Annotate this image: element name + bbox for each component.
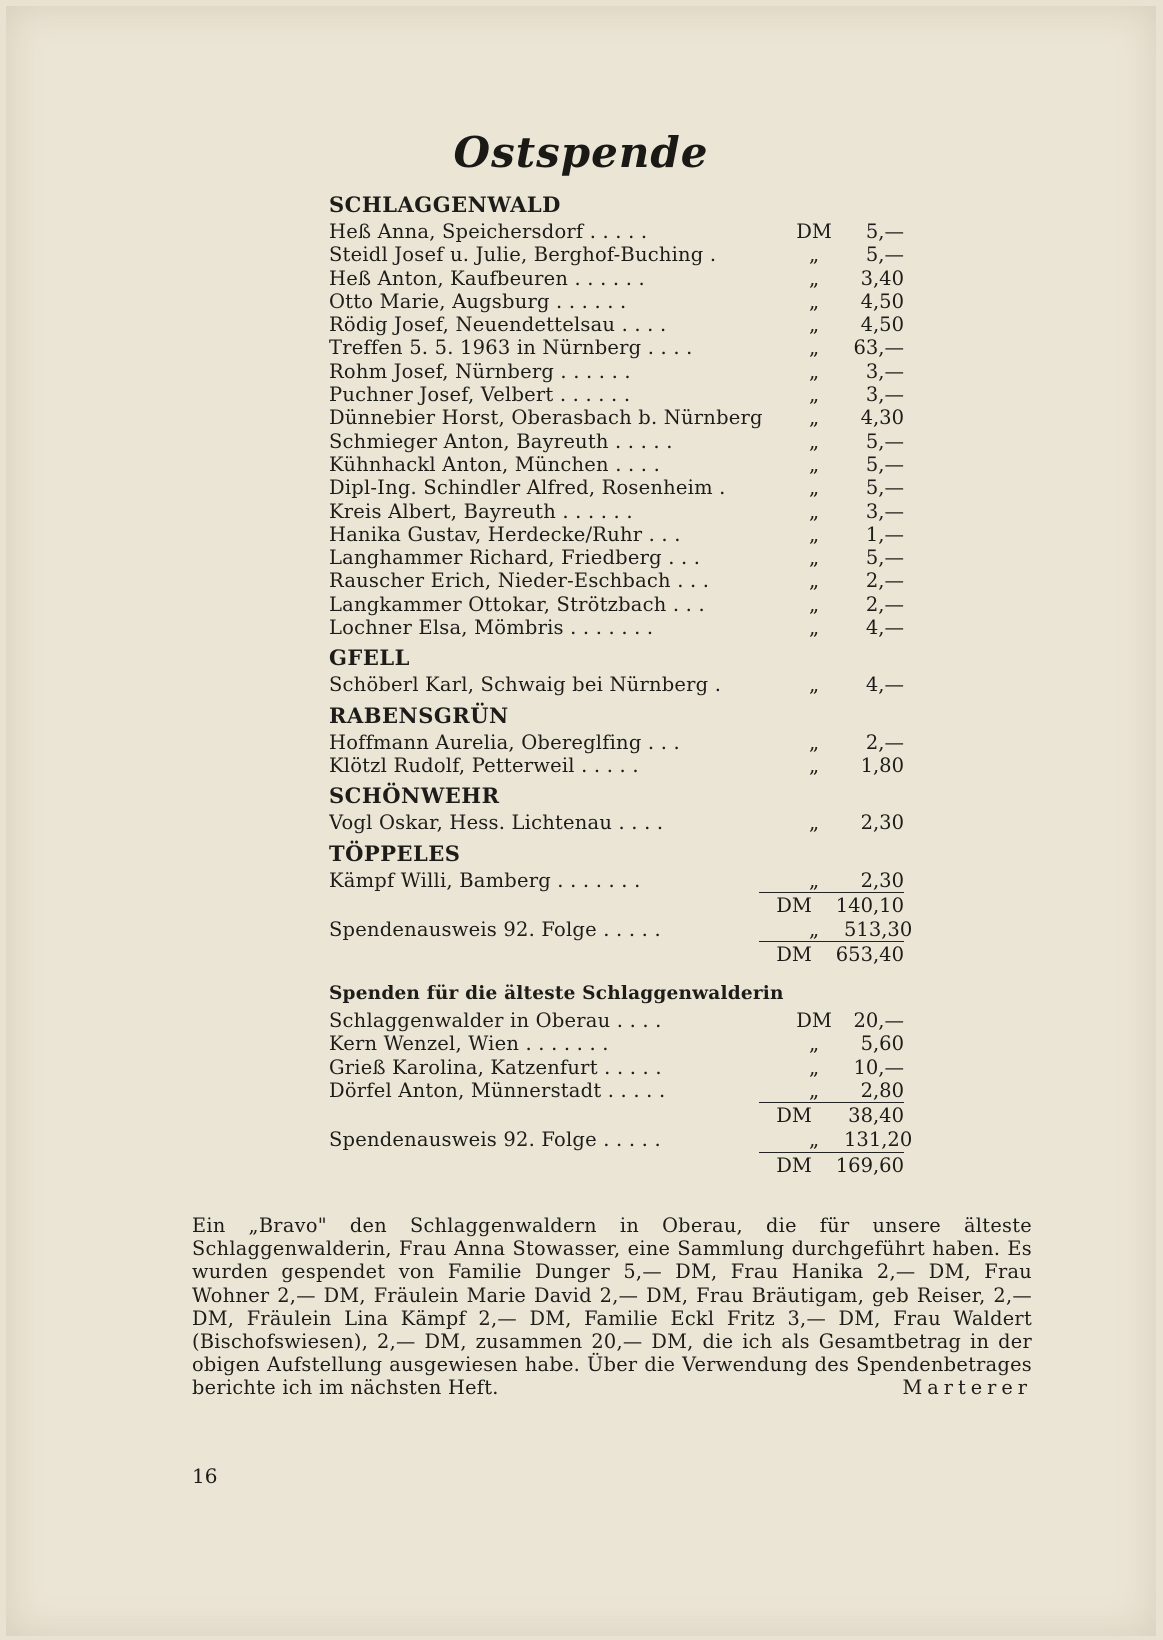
special-subtotal-currency: DM (776, 1104, 812, 1128)
donor-name: Steidl Josef u. Julie, Berghof-Buching . (329, 243, 717, 267)
donation-row (329, 313, 929, 336)
document-page (6, 6, 1156, 1636)
donation-row (329, 360, 929, 383)
donor-name: Heß Anna, Speichersdorf . . . . . (329, 220, 648, 243)
paragraph-text: Ein „Bravo" den Schlaggenwaldern in Oberau, die für unsere älteste Schlaggenwalderin, Frau Anna Stowasser, eine Sammlung durchgeführt haben. Es wurden gespendet von Familie Dunger 5,— DM, Frau Hanika 2,— DM, Frau Wohner 2,— DM, Fräulein Marie David 2,— DM, Frau Bräutigam, geb Reiser, 2,— DM, Fräulein Lina Kämpf 2,— DM, Familie Eckl Fritz 3,— DM, Frau Waldert (Bischofswiesen), 2,— DM, zusammen 20,— DM, die ich als Gesamtbetrag in der obigen Aufstellung ausgewiesen habe. Über die Verwendung des Spendenbetrages berichte ich im nächsten Heft. (192, 1214, 1032, 1400)
signature: Marterer (902, 1376, 1032, 1400)
amount: 2,— (865, 592, 904, 616)
donor-name: Schöberl Karl, Schwaig bei Nürnberg . (329, 673, 722, 697)
amount: 5,— (865, 452, 904, 476)
donation-row (329, 220, 929, 243)
amount: 1,80 (860, 753, 904, 777)
amount: 3,40 (860, 266, 904, 290)
grand-total-row (759, 941, 904, 967)
currency: „ (808, 753, 820, 777)
section-gfell (329, 643, 929, 696)
special-grand-total-amount: 169,60 (835, 1153, 904, 1177)
donation-row (329, 754, 929, 777)
currency: „ (808, 546, 820, 570)
donation-row (329, 290, 929, 313)
donor-name: Kern Wenzel, Wien . . . . . . . (329, 1032, 609, 1056)
amount: 4,50 (860, 313, 904, 337)
donation-list (329, 186, 929, 1178)
donor-name: Treffen 5. 5. 1963 in Nürnberg . . . . (329, 336, 693, 360)
donor-name: Dünnebier Horst, Oberasbach b. Nürnberg (329, 406, 763, 430)
donation-row (329, 546, 929, 569)
currency: DM (796, 220, 832, 243)
currency: „ (808, 1055, 820, 1079)
donor-name: Hanika Gustav, Herdecke/Ruhr . . . (329, 522, 681, 546)
amount: 3,— (865, 383, 904, 407)
currency: „ (808, 499, 820, 523)
special-previous-row (329, 1128, 929, 1151)
amount: 2,— (865, 569, 904, 593)
special-grand-total-currency: DM (776, 1153, 812, 1177)
donor-name: Schmieger Anton, Bayreuth . . . . . (329, 429, 673, 453)
donation-row (329, 731, 929, 754)
amount: 5,— (865, 476, 904, 500)
currency: „ (808, 313, 820, 337)
donor-name: Langhammer Richard, Friedberg . . . (329, 546, 701, 570)
previous-total-currency: „ (808, 917, 820, 941)
currency: „ (808, 569, 820, 593)
currency: „ (808, 429, 820, 453)
currency: „ (808, 476, 820, 500)
special-grand-total-row (759, 1152, 904, 1178)
donor-name: Klötzl Rudolf, Petterweil . . . . . (329, 753, 639, 777)
donor-name: Lochner Elsa, Mömbris . . . . . . . (329, 616, 654, 640)
section-heading: SCHLAGGENWALD (329, 192, 561, 217)
amount: 2,80 (860, 1079, 904, 1103)
donation-row (329, 1009, 929, 1032)
donor-name: Otto Marie, Augsburg . . . . . . (329, 289, 627, 313)
amount: 5,— (865, 243, 904, 267)
amount: 1,— (865, 522, 904, 546)
currency: „ (808, 811, 820, 835)
donor-name: Grieß Karolina, Katzenfurt . . . . . (329, 1055, 662, 1079)
donation-row (329, 243, 929, 266)
currency: DM (796, 1009, 832, 1033)
donation-row (329, 500, 929, 523)
amount: 63,— (853, 336, 904, 360)
section-schlaggenwald (329, 190, 929, 639)
donor-name: Kämpf Willi, Bamberg . . . . . . . (329, 868, 641, 892)
amount: 3,— (865, 499, 904, 523)
donor-name: Puchner Josef, Velbert . . . . . . (329, 383, 631, 407)
amount: 4,— (865, 673, 904, 697)
donor-name: Rödig Josef, Neuendettelsau . . . . (329, 313, 667, 337)
currency: „ (808, 289, 820, 313)
section-heading: TÖPPELES (329, 840, 461, 866)
previous-total-amount: 513,30 (844, 917, 913, 941)
donation-row (329, 593, 929, 616)
currency: „ (808, 336, 820, 360)
donation-row (329, 1032, 929, 1055)
amount: 2,30 (860, 811, 904, 835)
donor-name: Langkammer Ottokar, Strötzbach . . . (329, 592, 705, 616)
amount: 4,50 (860, 289, 904, 313)
page-title: Ostspende (453, 128, 709, 177)
amount: 10,— (853, 1055, 904, 1079)
amount: 4,— (865, 616, 904, 640)
donor-name: Kühnhackl Anton, München . . . . (329, 452, 660, 476)
donor-name: Rauscher Erich, Nieder-Eschbach . . . (329, 569, 710, 593)
special-previous-label: Spendenausweis 92. Folge . . . . . (329, 1128, 661, 1152)
subtotal-amount: 140,10 (835, 893, 904, 917)
amount: 5,— (865, 220, 904, 243)
section-schoenwehr (329, 781, 929, 834)
donation-row (329, 1056, 929, 1079)
amount: 5,— (865, 429, 904, 453)
donation-row (329, 406, 929, 429)
amount: 4,30 (860, 406, 904, 430)
currency: „ (808, 383, 820, 407)
currency: „ (808, 266, 820, 290)
donor-name: Kreis Albert, Bayreuth . . . . . . (329, 499, 633, 523)
subtotal-row (759, 892, 904, 918)
section-toeppeles (329, 839, 929, 892)
currency: „ (808, 522, 820, 546)
donation-row (329, 811, 929, 834)
currency: „ (808, 359, 820, 383)
donation-row (329, 383, 929, 406)
subtotal-currency: DM (776, 893, 812, 917)
special-subtotal-amount: 38,40 (848, 1104, 904, 1128)
donor-name: Hoffmann Aurelia, Obereglfing . . . (329, 730, 680, 754)
donation-row (329, 1079, 929, 1102)
grand-total-currency: DM (776, 943, 812, 967)
currency: „ (808, 243, 820, 267)
donor-name: Dipl-Ing. Schindler Alfred, Rosenheim . (329, 476, 726, 500)
section-rabensgruen (329, 701, 929, 778)
donor-name: Vogl Oskar, Hess. Lichtenau . . . . (329, 811, 664, 835)
amount: 5,60 (860, 1032, 904, 1056)
donation-row (329, 569, 929, 592)
previous-total-row (329, 918, 929, 941)
donation-row (329, 267, 929, 290)
amount: 5,— (865, 546, 904, 570)
currency: „ (808, 673, 820, 697)
amount: 20,— (853, 1009, 904, 1033)
currency: „ (808, 1079, 820, 1103)
donation-row (329, 453, 929, 476)
currency: „ (808, 616, 820, 640)
currency: „ (808, 868, 820, 892)
special-heading: Spenden für die älteste Schlaggenwalderin (329, 983, 784, 1005)
donation-row (329, 673, 929, 696)
currency: „ (808, 1032, 820, 1056)
special-subtotal-row (759, 1102, 904, 1128)
page-number: 16 (192, 1464, 218, 1488)
donation-row (329, 336, 929, 359)
currency: „ (808, 452, 820, 476)
donation-row (329, 523, 929, 546)
section-heading: GFELL (329, 645, 410, 671)
amount: 2,— (865, 730, 904, 754)
donation-row (329, 616, 929, 639)
special-previous-currency: „ (808, 1128, 820, 1152)
currency: „ (808, 730, 820, 754)
closing-paragraph (192, 1214, 1032, 1400)
section-heading: SCHÖNWEHR (329, 783, 500, 809)
donor-name: Rohm Josef, Nürnberg . . . . . . (329, 359, 631, 383)
amount: 2,30 (860, 868, 904, 892)
donation-row (329, 869, 929, 892)
currency: „ (808, 406, 820, 430)
currency: „ (808, 592, 820, 616)
donation-row (329, 430, 929, 453)
donation-row (329, 476, 929, 499)
special-previous-amount: 131,20 (844, 1128, 913, 1152)
donor-name: Dörfel Anton, Münnerstadt . . . . . (329, 1079, 666, 1103)
amount: 3,— (865, 359, 904, 383)
previous-total-label: Spendenausweis 92. Folge . . . . . (329, 917, 661, 941)
grand-total-amount: 653,40 (835, 943, 904, 967)
section-heading: RABENSGRÜN (329, 702, 509, 728)
donor-name: Schlaggenwalder in Oberau . . . . (329, 1009, 662, 1033)
donor-name: Heß Anton, Kaufbeuren . . . . . . (329, 266, 645, 290)
